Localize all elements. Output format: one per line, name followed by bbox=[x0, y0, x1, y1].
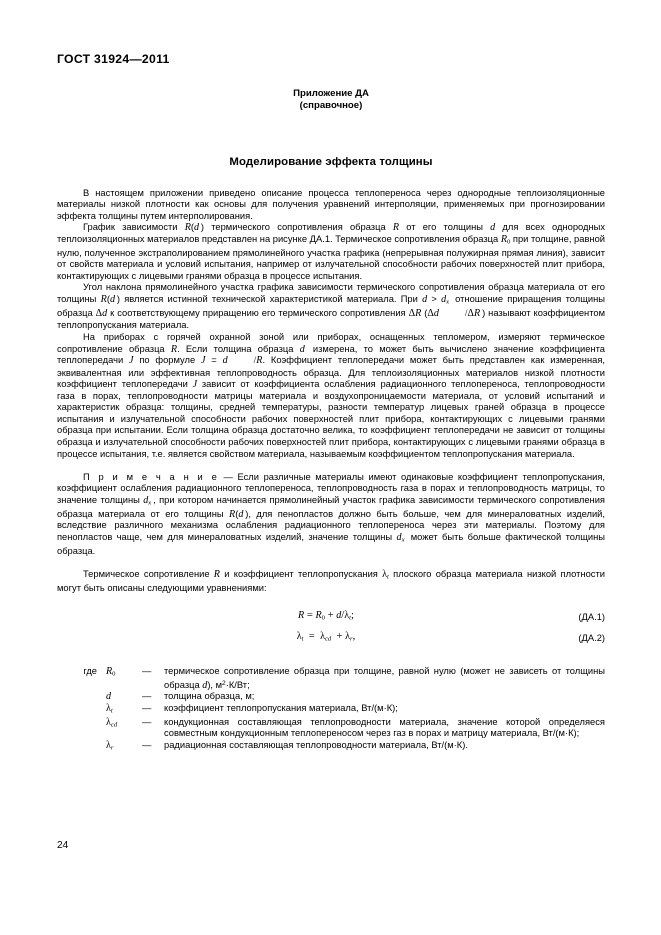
page-header-standard-code: ГОСТ 31924—2011 bbox=[57, 52, 170, 66]
body-text bbox=[57, 188, 605, 754]
where-definition-lambda-cd: кондукционная составляющая теплопроводности материала, значение которой определяеся совместным кондукционным теплопереносом через газ в порах и матрицу материала, Вт/(м·К); bbox=[164, 716, 605, 739]
where-row-lambda-cd bbox=[57, 717, 605, 740]
note-paragraph: П р и м е ч а н и е — Если различные материалы имеют одинаковые коэффициент теплопропускания, коэффициент ослабления радиационного теплопереноса, теплопроводность газа в порах и теплопроводность матрицы, то значение толщины $d_x$ , при котором начинается прямолинейный участок графика зависимости термического сопротивления образца материала от его толщины R(d ), для пенопластов должно быть больше, чем для минераловатных изделий, вследствие различного механизма ослабления радиационного теплопереноса через эти материалы. Поэтому для пенопластов чаще, чем для минераловатных изделий, значение толщины $d_x$ может быть больше фактической толщины образца. bbox=[57, 471, 605, 556]
annex-title: Приложение ДА bbox=[293, 88, 369, 99]
where-dash-2: — bbox=[142, 691, 152, 702]
where-row-lambda-t bbox=[57, 703, 605, 717]
where-definitions-list bbox=[57, 666, 605, 753]
paragraph-3: Угол наклона прямолинейного участка графика зависимости термического сопротивления образца материала от его толщины R(d ) является истинной технической характеристикой материала. При $d > d_x$ отношение приращения толщины образца Δd к соответствующему приращению его термического сопротивления ΔR (Δd /ΔR ) называют коэффициентом теплопропускания материала. bbox=[57, 282, 606, 331]
where-lead-label: где bbox=[83, 666, 97, 677]
where-dash-3: — bbox=[142, 702, 152, 713]
annex-subtitle: (справочное) bbox=[299, 100, 363, 112]
formula-number-1: (ДА.1) bbox=[578, 612, 605, 623]
paragraph-1: В настоящем приложении приведено описание процесса теплопереноса через однородные теплоизоляционные материалы низкой плотности как основы для получения уравнений интерполяции, применяемых при прогнозировании эффекта толщины путем интерполирования. bbox=[57, 187, 605, 221]
where-symbol-lambda-r: $\lambda_r$ bbox=[106, 739, 114, 752]
note-dash: — bbox=[218, 471, 238, 482]
where-definition-lambda-t: коэффициент теплопропускания материала, Вт/(м·К); bbox=[164, 702, 398, 713]
paragraph-4: На приборах с горячей охранной зоной или приборах, оснащенных тепломером, измеряют термическое сопротивление образца R. Если толщина образца d измерена, то может быть вычислено значение коэффициента теплопередачи J по формуле J = d /R. Коэффициент теплопередачи может быть представлен как измеренная, эквивалентная или эффективная теплопроводность образца. Для теплоизоляционных материалов низкой плотности коэффициент теплопередачи J зависит от коэффициента ослабления радиационного теплопереноса, теплопроводности газа в порах, теплопроводности матрицы материала и воздухопроницаемости материала, от условий испытаний и характеристик образца: толщины, средней температуры, разности температур лицевых граней образца в процессе испытания и излучательной способности рабочих поверхностей плит прибора, контактирующих с лицевыми гранями образца при испытании. Если толщина образца достаточно велика, то коэффициент теплопередачи не зависит от толщины образца и излучательной способности рабочих поверхностей плит прибора, контактирующих с лицевыми гранями образца в процессе испытания, т.е. является свойством материала, называемым коэффициентом теплопропускания материала. bbox=[57, 332, 605, 459]
where-symbol-d: d bbox=[106, 691, 112, 703]
closing-paragraph: Термическое сопротивление R и коэффициент теплопропускания $\lambda_t$ плоского образца материала низкой плотности могут быть описаны следующими уравнениями: bbox=[57, 568, 605, 593]
formula-block bbox=[57, 610, 605, 652]
where-definition-r0: термическое сопротивление образца при толщине, равной нулю (может не зависеть от толщины образца d), $м^2\cdot К/Вт$; bbox=[164, 666, 605, 691]
section-title: Моделирование эффекта толщины bbox=[229, 155, 433, 168]
where-row-d bbox=[57, 691, 605, 703]
where-symbol-r0: $R_0$ bbox=[106, 666, 116, 678]
formula-row-1 bbox=[57, 610, 605, 631]
paragraph-2: График зависимости R(d ) термического сопротивления образца R от его толщины d для всех однородных теплоизоляционных материалов представлен на рисунке ДА.1. Термическое сопротивления образца $R_0$ при толщине, равной нулю, полученное экстраполированием прямолинейного участка графика (непрерывная полужирная прямая линия), зависит от свойств материала и условий испытания, например от излучательной способности рабочих поверхностей плит прибора, контактирующих с лицевыми гранями образца в процессе испытания. bbox=[57, 222, 606, 281]
note-label: П р и м е ч а н и е bbox=[83, 471, 219, 482]
where-dash-1: — bbox=[142, 666, 152, 677]
where-dash-4: — bbox=[142, 716, 152, 727]
page-number: 24 bbox=[57, 840, 69, 851]
formula-number-2: (ДА.2) bbox=[578, 633, 605, 644]
where-row-lambda-r bbox=[57, 740, 605, 754]
formula-row-2 bbox=[57, 631, 605, 652]
annex-heading bbox=[57, 88, 605, 113]
formula-expression-2: $\lambda_t = \lambda_{cd} + \lambda_r$, bbox=[296, 631, 356, 643]
where-row-r0 bbox=[57, 666, 605, 691]
where-definition-d: толщина образца, м; bbox=[164, 691, 255, 702]
where-dash-5: — bbox=[142, 739, 152, 750]
formula-expression-1: $R = R_0 + d/\lambda_t$; bbox=[298, 610, 354, 622]
where-symbol-lambda-t: $\lambda_t$ bbox=[106, 702, 113, 715]
where-symbol-lambda-cd: $\lambda_{cd}$ bbox=[106, 716, 118, 729]
page-content bbox=[57, 88, 605, 754]
where-definition-lambda-r: радиационная составляющая теплопроводности материала, Вт/(м·К). bbox=[164, 739, 468, 750]
